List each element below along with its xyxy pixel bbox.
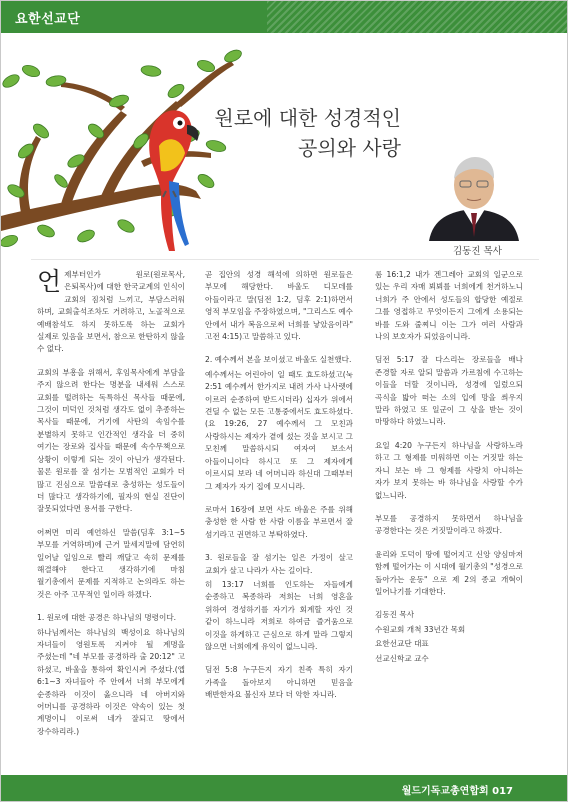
paragraph: 요일 4:20 누구든지 하나님을 사랑하노라 하고 그 형제를 미워하면 이는 거짓말 하는 자니 보는 바 그 형제를 사랑치 아니하는 자가 보지 못하는 바 하나님을 사랑할 수가 없느니라. [375, 440, 523, 500]
paragraph: 언제부터인가 원로(원로목사, 은퇴목사)에 대한 한국교계의 인식이 교회의 짐처럼 느끼고, 부담스러워 하며, 교회출석조차도 거려하고, 노골적으로 예배참석도 하지 못하도록 하는 교회가 실제로 있음을 보면서, 참으로 한탄하지 않을 수 없다. [37, 267, 185, 354]
column-2 [205, 269, 353, 713]
headline-line-2: 공의와 사랑 [298, 136, 401, 160]
paragraph: 하나님께서는 하나님의 백성이요 하나님의 자녀들이 영원토록 지켜야 될 계명을 주셨는데 "네 부모를 공경하라 출 20:12" 고 하셨고, 바울을 통하여 확인시켜 주셨다.(엡 6:1~3 자녀들아 주 안에서 너희 부모에게 순종하라 이것이 옳으니라 네 아버지와 어머니를 공경하라 이것은 약속이 있는 첫 계명이니 이로써 네가 잘되고 땅에서 장수하리라.) [37, 627, 185, 736]
paragraph: 히 13:17 너희를 인도하는 자들에게 순종하고 복종하라 저희는 너희 영혼을 위하여 경성하기를 자기가 회계할 자인 것 같이 하느니라 저희로 하여금 즐거움으로 이것을 하게하고 근심으로 하게 말라 그렇지 않으면 너희에게 유익이 없느니라. [205, 579, 353, 651]
paragraph: 교회의 부흥을 위해서, 후임목사에게 부담을 주지 않으려 한다는 명분을 내세워 스스로 교회를 떨려하는 독특하신 목사들 때문에, 그것이 미덕인 것처럼 생각도 없이 추종하는 목사들 때문에, 거기에 사탄의 속임수를 분별하지 못하고 인간적인 생각을 더 중히 여기는 장로와 집사들 때문에 속수무책으로 상황이 이렇게 되는 것이 아닌가 생각된다. 물론 원로를 잘 섬기는 모범적인 교회가 더 많고 진심으로 말씀대로 충성하는 성도들이 더 많다고 생각하기에, 필자의 현실 진단이 잘못되었다면 용서를 구한다. [37, 367, 185, 514]
paragraph: 딤전 5:8 누구든지 자기 친족 특히 자기 가족을 돌아보지 아니하면 믿음을 배반한자요 불신자 보다 더 악한 자니라. [205, 665, 353, 700]
signature-line: 수원교회 개척 33년간 목회 [375, 624, 466, 634]
footer-publication: 월드기독교총연합회 017 [401, 786, 513, 797]
header-divider [31, 259, 539, 260]
footer-bar [1, 775, 567, 802]
subheading: 3. 원로들을 잘 섬기는 일은 가정이 살고 교회가 살고 나라가 사는 길이다. [205, 553, 353, 575]
paragraph: 윤리와 도덕이 땅에 떨어지고 신앙 양심마저 함께 떨어가는 이 시대에 월기총의 "성경으로 돌아가는 운동" 으로 제 2의 종교 개혁이 일어나기를 기대한다. [375, 549, 523, 596]
paragraph: 딤전 5:17 잘 다스리는 장로들을 배나 존경할 자로 알되 말씀과 가르침에 수고하는 이들을 더할 것이니라, 성경에 일렀으되 곡식을 밟아 떠는 소의 입에 망을 씌우지 말라 하였고 또 일군이 그 삯을 받는 것이 마땅하다 하였느니라. [375, 355, 523, 427]
signature-name: 김동진 목사 [375, 610, 415, 620]
article-body [37, 269, 527, 769]
subheading: 2. 예수께서 본을 보이셨고 바울도 실천했다. [205, 355, 352, 365]
header-stripes [267, 1, 567, 33]
paragraph: 예수께서는 어린아이 일 때도 효도하셨고(눅 2:51 예수께서 한가지로 내려 가사 나사렛에 이르러 순종하여 받드시더라) 십자가 위에서 견딜 수 없는 모든 고통중에서도 효도하셨다. (요 19:26, 27 예수께서 그 모친과 사랑하시는 제자가 곁에 섰는 것을 보시고 그 모친께 말씀하시되 여자여 보소서 아들이니이다 하시고 또 그 제자에게 이르시되 보라 네 어머니라 하신대 그때부터 그 제자가 자기 집에 모시니라. [205, 369, 353, 491]
paragraph: 로마서 16장에 보면 사도 바울은 주를 위해 충성한 한 사람 한 사람 이름을 부르면서 잘 섬기라고 권면하고 부탁하였다. [205, 504, 353, 539]
author-caption: 김동진 목사 [453, 246, 502, 257]
article-headline [191, 103, 401, 163]
column-3 [375, 269, 523, 667]
signature-line: 요한선교단 대표 [375, 639, 429, 649]
headline-line-1: 원로에 대한 성경적인 [214, 106, 401, 130]
paragraph: 어쩌면 미리 예언하신 말씀(딤후 3:1~5 부모를 거역하며)에 근거 말세지말에 담연히 일어날 일임으로 빨리 깨달고 속히 문제를 해결해야 한다고 생각하기에 마침 월기총에서 문제를 지적하고 논의라도 하는 것은 아주 고무적인 일이라 하겠다. [37, 527, 185, 599]
subheading: 1. 원로에 대한 공경은 하나님의 명령이다. [37, 613, 177, 623]
drop-cap: 언 [37, 267, 62, 296]
paragraph: 롬 16:1,2 내가 겐그레아 교회의 일군으로 있는 우리 자매 뵈뵈를 너희에게 천거하노니 너희가 주 안에서 성도들의 합당한 예절로 그를 영접하고 무엇이든지 그에게 소용되는 바를 도와 줄찌니 이는 그가 여러 사람과 나의 보호자가 되었음이니라. [375, 270, 523, 342]
section-header-bar [1, 1, 567, 33]
section-title: 요한선교단 [15, 12, 81, 27]
paragraph: 부모를 공경하지 못하면서 하나님을 공경한다는 것은 거짓말이라고 하겠다. [375, 513, 523, 536]
signature-line: 선교신학교 교수 [375, 653, 429, 663]
author-portrait [419, 147, 529, 241]
column-1 [37, 269, 185, 749]
author-signature [375, 609, 523, 665]
paragraph: 곧 집안의 성경 해석에 의하면 원로들은 부모에 해당한다. 바울도 디모데를 아들이라고 말(딤전 1:2, 딤후 2:1)하면서 영적 부모임을 주장하였으며, "그리스도 예수 안에서 내가 복음으로써 너희를 낳았음이라" 고전 4:15)고 말씀하고 있다. [205, 270, 353, 342]
